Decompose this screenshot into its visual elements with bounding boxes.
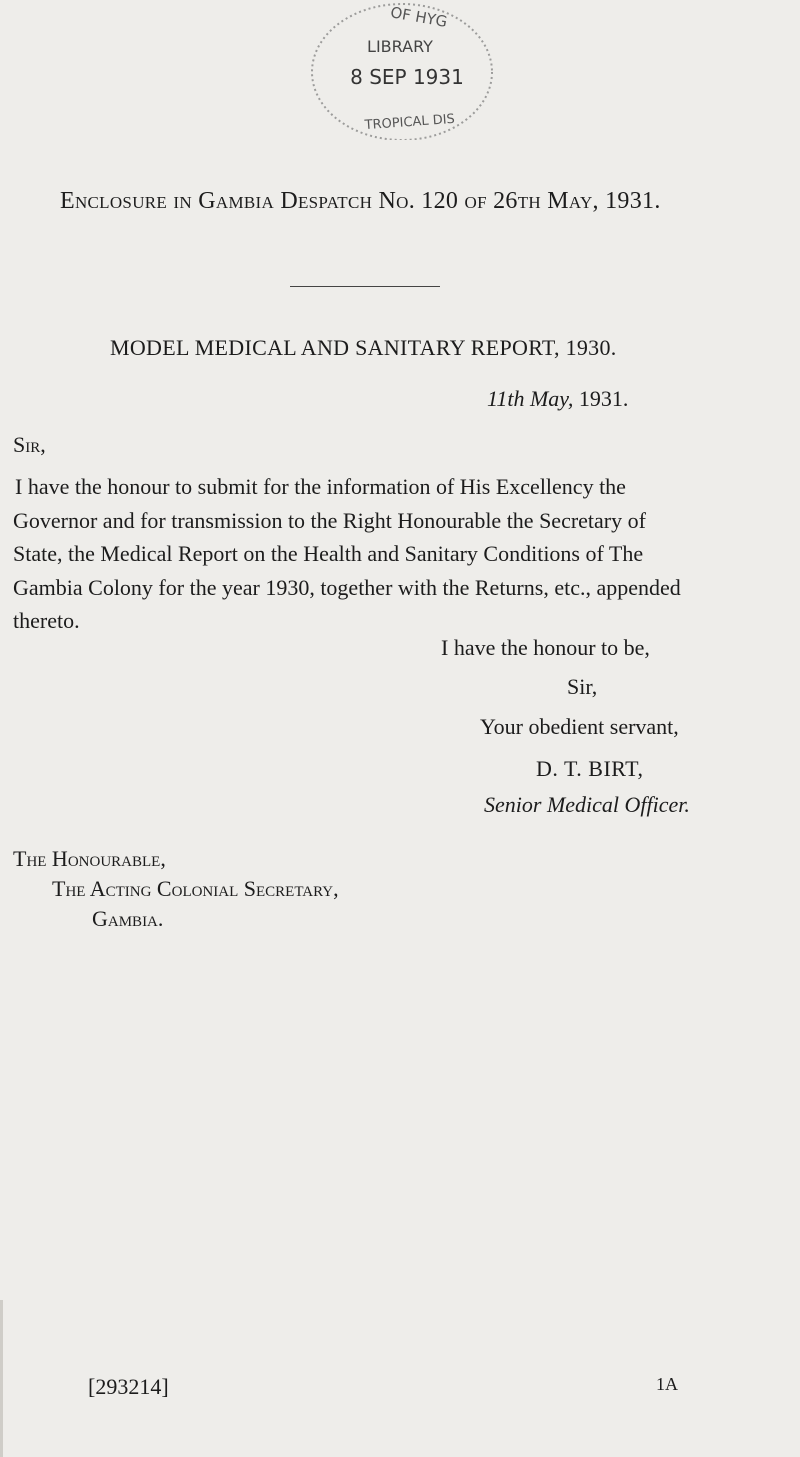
letter-date bbox=[487, 386, 628, 412]
enclosure-line: Enclosure in Gambia Despatch No. 120 of 26th May, 1931. bbox=[60, 188, 661, 214]
report-title: MODEL MEDICAL AND SANITARY REPORT, 1930. bbox=[110, 335, 617, 360]
footer-reference: [293214] bbox=[88, 1374, 169, 1399]
library-stamp bbox=[290, 0, 510, 140]
letter-date-day: 11th May, bbox=[487, 386, 574, 411]
body-line: State, the Medical Report on the Health and Sanitary Conditions of The bbox=[13, 541, 644, 566]
signer-name: D. T. BIRT, bbox=[536, 756, 644, 781]
closing-line: I have the honour to be, bbox=[441, 635, 650, 660]
salutation: Sir, bbox=[13, 432, 46, 457]
addressee-line: Gambia. bbox=[92, 906, 164, 931]
divider bbox=[290, 286, 440, 287]
signer-title: Senior Medical Officer. bbox=[484, 792, 690, 817]
letter-body bbox=[13, 470, 713, 638]
body-line: thereto. bbox=[13, 608, 80, 633]
letter-date-year: 1931. bbox=[573, 386, 629, 411]
servant-line: Your obedient servant, bbox=[480, 714, 679, 739]
body-line: I have the honour to submit for the information of His Excellency the bbox=[15, 474, 626, 499]
body-line: Gambia Colony for the year 1930, together with the Returns, etc., appended bbox=[13, 574, 681, 600]
stamp-top-text: OF HYG bbox=[389, 3, 449, 31]
stamp-center-text: LIBRARY bbox=[367, 37, 433, 56]
body-line: Governor and for transmission to the Right Honourable the Secretary of bbox=[13, 507, 646, 533]
closing-sir: Sir, bbox=[567, 674, 598, 699]
stamp-date-text: 8 SEP 1931 bbox=[350, 65, 464, 89]
footer-sheet-mark: 1A bbox=[656, 1374, 678, 1394]
binding-edge bbox=[0, 1300, 3, 1457]
addressee-line: The Acting Colonial Secretary, bbox=[52, 876, 339, 901]
addressee-line: The Honourable, bbox=[13, 846, 166, 871]
stamp-bottom-text: TROPICAL DIS bbox=[364, 111, 456, 134]
